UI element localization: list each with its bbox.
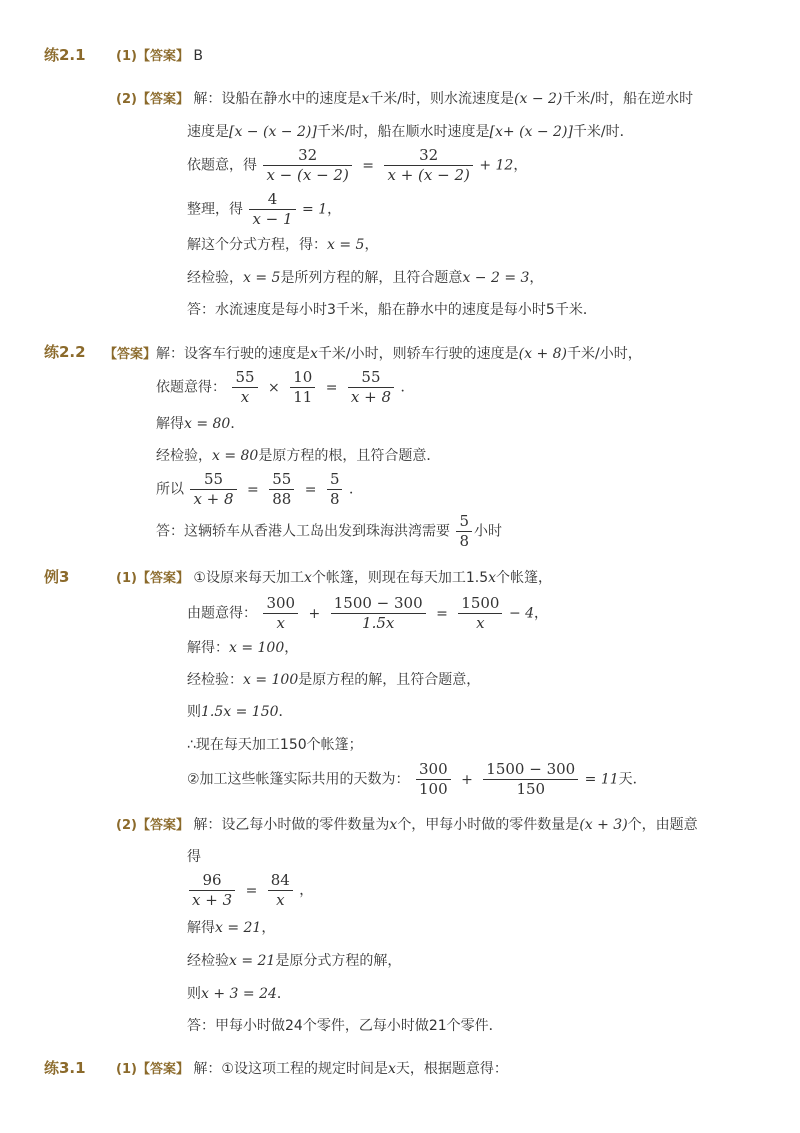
text: 是原方程的根，且符合题意． <box>258 448 441 464</box>
math: x = 100 <box>229 640 285 656</box>
text: 答：这辆轿车从香港人工岛出发到珠海洪湾需要 <box>156 523 450 540</box>
text: ． <box>278 704 293 720</box>
text: 个帐篷， <box>496 570 553 586</box>
equals: = <box>247 481 259 498</box>
part-number: (2) <box>116 818 137 833</box>
text: 经检验 <box>187 953 229 969</box>
text: ②加工这些帐篷实际共用的天数为： <box>187 771 410 788</box>
line-li3-1 <box>116 568 552 589</box>
text: ， <box>261 920 276 936</box>
equals: = <box>304 481 317 498</box>
line-2-2-check <box>156 446 440 466</box>
text: ， <box>299 882 314 899</box>
fraction: $\frac{1500 - 300}{150}$ <box>483 760 578 799</box>
text: ． <box>276 986 291 1002</box>
line-2-1-check <box>187 268 543 288</box>
fraction: $\frac{84}{x}$ <box>268 871 293 910</box>
text: 千米/小时，则轿车行驶的速度是 <box>317 346 519 362</box>
label-lian-2-2: 练2.2 <box>44 343 86 361</box>
label-lian-2-1: 练2.1 <box>44 46 86 64</box>
equals: = <box>436 605 448 622</box>
label-li-3: 例3 <box>44 568 70 586</box>
text: 则 <box>187 704 201 720</box>
text: 则 <box>187 986 201 1002</box>
answer-tag: 【答案】 <box>104 347 157 362</box>
text: ， <box>529 270 544 286</box>
text: 依题意得： <box>156 379 226 396</box>
answer-tag: 【答案】 <box>136 1062 189 1077</box>
fraction: $\frac{55}{x + 8}$ <box>190 470 236 509</box>
line-2-2-1 <box>104 344 642 365</box>
math: (x + 3) <box>579 817 628 833</box>
text: 千米/小时， <box>567 346 642 362</box>
math: x = 80 <box>212 448 259 464</box>
text: 经检验， <box>187 270 243 286</box>
math: 1.5x = 150 <box>201 704 279 720</box>
fraction: $\frac{55}{88}$ <box>269 470 294 509</box>
line-li3-therefore: ∴现在每天加工150个帐篷； <box>187 737 363 753</box>
text: 解：①设这项工程的规定时间是 <box>193 1061 388 1077</box>
line-li3-check <box>187 670 480 690</box>
part-number: (1) <box>116 571 137 586</box>
line-2-2-so <box>156 470 363 509</box>
part-number: (1) <box>116 49 137 64</box>
fraction: $\frac{32}{x + (x - 2)}$ <box>384 146 472 185</box>
text: 解：设乙每小时做的零件数量为 <box>193 817 390 833</box>
text: 所以 <box>156 481 184 498</box>
fraction: $\frac{300}{100}$ <box>416 760 451 799</box>
math: + 12 <box>479 157 514 174</box>
text: 天，根据题意得： <box>395 1061 508 1077</box>
answer-text: B <box>193 48 204 64</box>
math: x = 100 <box>243 672 299 688</box>
math: x <box>389 817 398 833</box>
equals: = <box>245 882 258 899</box>
math: = 1 <box>302 201 328 218</box>
fraction: $\frac{55}{x + 8}$ <box>348 368 394 407</box>
math: x − 2 = 3 <box>462 270 530 286</box>
text: 千米/时． <box>572 124 634 140</box>
text: 由题意得： <box>187 605 257 622</box>
fraction: $\frac{10}{11}$ <box>290 368 315 407</box>
fraction: $\frac{5}{8}$ <box>327 470 343 509</box>
line-li3-equation <box>187 594 548 633</box>
text: 个，由题意 <box>627 817 698 833</box>
fraction: $\frac{55}{x}$ <box>232 368 257 407</box>
line-li3-part2-solve <box>187 918 275 938</box>
math: x = 21 <box>215 920 262 936</box>
fraction: $\frac{96}{x + 3}$ <box>189 871 235 910</box>
line-2-1-answer: 答：水流速度是每小时3千米，船在静水中的速度是每小时5千米． <box>187 302 597 318</box>
text: ， <box>534 605 549 622</box>
text: 千米/时，船在顺水时速度是 <box>316 124 490 140</box>
equals: = <box>325 379 338 396</box>
math: x + 3 = 24 <box>201 986 277 1002</box>
text: 是原分式方程的解， <box>275 953 402 969</box>
text: ， <box>364 237 379 253</box>
fraction: $\frac{4}{x - 1}$ <box>249 190 295 229</box>
text: 经检验， <box>156 448 212 464</box>
times: × <box>268 379 280 396</box>
text: 千米/时，则水流速度是 <box>369 91 515 107</box>
math: (x − 2) <box>514 91 563 107</box>
line-li3-then <box>187 702 293 722</box>
text: 解得 <box>187 920 215 936</box>
line-2-2-solve <box>156 414 244 434</box>
part-number: (1) <box>116 1062 137 1077</box>
line-2-1-solve <box>187 235 378 255</box>
math: x = 5 <box>327 237 365 253</box>
text: 整理，得 <box>187 201 243 218</box>
math: x = 5 <box>243 270 281 286</box>
text: 个，甲每小时做的零件数量是 <box>397 817 580 833</box>
text: 解得： <box>187 640 229 656</box>
line-3-1-1 <box>116 1059 508 1080</box>
math: x = 80 <box>184 416 231 432</box>
line-li3-part2-1 <box>116 815 698 836</box>
text: ①设原来每天加工 <box>193 570 304 586</box>
line-2-1-part2-1 <box>116 89 693 110</box>
line-2-1-part1 <box>116 46 203 67</box>
fraction: $\frac{32}{x - (x - 2)}$ <box>263 146 351 185</box>
math: x <box>387 1061 396 1077</box>
answer-tag: 【答案】 <box>136 92 189 107</box>
line-li3-part2-equation <box>187 871 313 910</box>
math: x <box>361 91 370 107</box>
text: ． <box>400 379 415 396</box>
line-2-2-answer <box>156 512 502 551</box>
math: x = 21 <box>229 953 276 969</box>
text: 个帐篷，则现在每天加工1.5 <box>311 570 489 586</box>
math: x <box>310 346 318 362</box>
fraction: $\frac{1500 - 300}{1.5x}$ <box>331 594 426 633</box>
line-2-2-equation <box>156 368 414 407</box>
equals: = <box>362 157 375 174</box>
math: = 11 <box>584 771 619 788</box>
text: ． <box>230 416 245 432</box>
text: 解得 <box>156 416 184 432</box>
answer-tag: 【答案】 <box>136 49 189 64</box>
part-number: (2) <box>116 92 137 107</box>
plus: + <box>308 605 321 622</box>
text: 解这个分式方程，得： <box>187 237 327 253</box>
math: [x+ (x − 2)] <box>489 124 573 140</box>
line-li3-part2-answer: 答：甲每小时做24个零件，乙每小时做21个零件． <box>187 1018 503 1034</box>
answer-tag: 【答案】 <box>136 818 189 833</box>
line-li3-solve <box>187 638 298 658</box>
fraction: $\frac{300}{x}$ <box>263 594 298 633</box>
text: ， <box>284 640 299 656</box>
math: [x − (x − 2)] <box>229 124 317 140</box>
line-li3-part2-then <box>187 984 291 1004</box>
text: 经检验： <box>187 672 243 688</box>
line-li3-part2-de: 得 <box>187 849 201 865</box>
fraction: $\frac{1500}{x}$ <box>458 594 502 633</box>
line-li3-days <box>187 760 647 799</box>
text: 小时 <box>474 523 502 540</box>
math: − 4 <box>508 605 535 622</box>
text: ． <box>348 481 363 498</box>
text: 千米/时，船在逆水时 <box>562 91 694 107</box>
line-li3-part2-check <box>187 951 401 971</box>
text: 是原方程的解，且符合题意， <box>298 672 481 688</box>
line-2-1-part2-2 <box>187 122 634 142</box>
text: 天． <box>618 771 647 788</box>
text: ， <box>327 201 342 218</box>
answer-tag: 【答案】 <box>136 571 189 586</box>
text: 速度是 <box>187 124 229 140</box>
fraction: $\frac{5}{8}$ <box>456 512 472 551</box>
label-lian-3-1: 练3.1 <box>44 1059 86 1077</box>
plus: + <box>461 771 473 788</box>
line-2-1-equation <box>187 146 527 185</box>
text: 是所列方程的解，且符合题意 <box>280 270 463 286</box>
math: x <box>488 570 497 586</box>
math: x <box>303 570 312 586</box>
text: 依题意，得 <box>187 157 257 174</box>
text: 解：设船在静水中的速度是 <box>193 91 362 107</box>
line-2-1-simplify <box>187 190 341 229</box>
text: 解：设客车行驶的速度是 <box>156 346 311 362</box>
text: ， <box>513 157 528 174</box>
math: (x + 8) <box>518 346 567 362</box>
